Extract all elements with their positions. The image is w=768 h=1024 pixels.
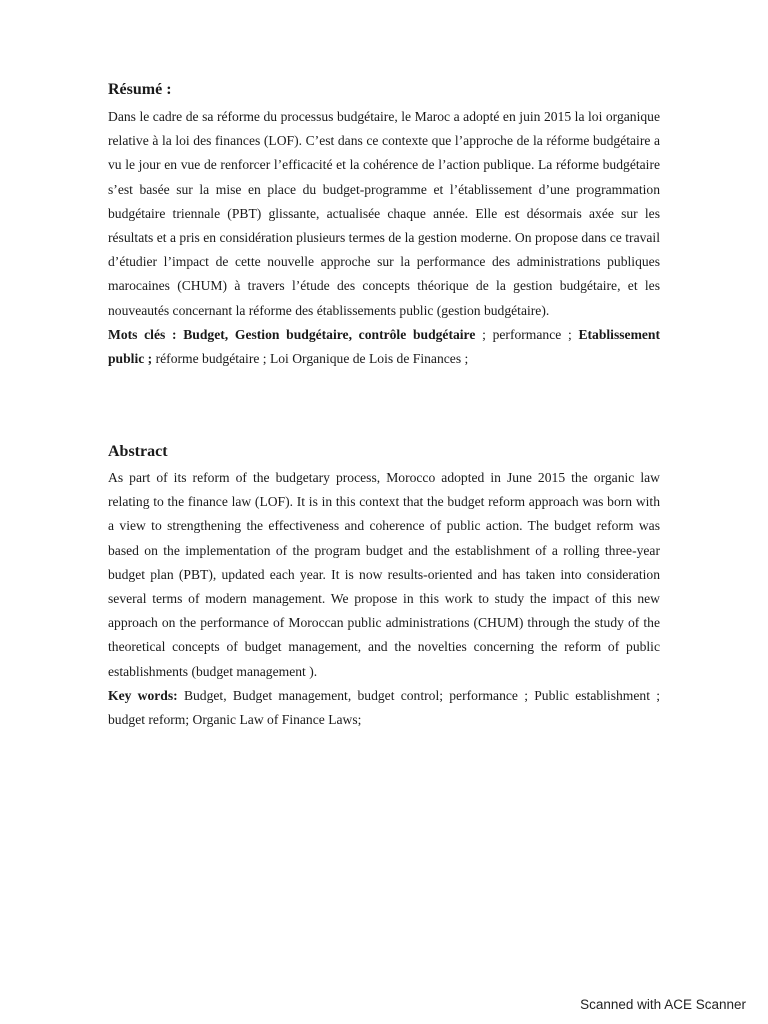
scanner-watermark: Scanned with ACE Scanner [580,997,746,1012]
resume-keywords-plain-1: ; performance ; [475,326,579,342]
resume-heading: Résumé : [108,81,172,98]
abstract-keywords [108,688,660,727]
resume-body-text: Dans le cadre de sa réforme du processus budgétaire, le Maroc a adopté en juin 2015 la loi organique relative à la loi des finances (LOF). C’est dans ce contexte que l’approche de la réforme budgétaire a vu le jour en vue de renforcer l’efficacité et la cohérence de l’action publique. La réforme budgétaire s’est basée sur la mise en place du budget-programme et l’établissement d’une programmation budgétaire triennale (PBT) glissante, actualisée chaque année. Elle est désormais axée sur les résultats et a pris en considération plusieurs termes de la gestion moderne. On propose dans ce travail d’étudier l’impact de cette nouvelle approche sur la performance des administrations publiques marocaines (CHUM) à travers l’étude des concepts théorique de la gestion budgétaire, et les nouveautés concernant la réforme des établissements public (gestion budgétaire). [108,109,660,318]
resume-keywords-plain-2: réforme budgétaire ; Loi Organique de Lois de Finances ; [152,351,469,367]
resume-keywords-bold-1: Mots clés : Budget, Gestion budgétaire, contrôle budgétaire [108,326,476,342]
resume-keywords-bold-2: Etablissement public ; [108,326,661,367]
resume-section [108,105,660,371]
abstract-keywords-text: Budget, Budget management, budget control; performance ; Public establishment ; budget reform; Organic Law of Finance Laws; [108,687,660,728]
abstract-keywords-label: Key words: [108,687,178,703]
abstract-section [108,466,660,732]
abstract-heading: Abstract [108,443,168,460]
resume-keywords [108,327,660,366]
abstract-body-text: As part of its reform of the budgetary process, Morocco adopted in June 2015 the organic law relating to the finance law (LOF). It is in this context that the budget reform approach was born with a view to strengthening the effectiveness and coherence of public action. The budget reform was based on the implementation of the program budget and the establishment of a rolling three-year budget plan (PBT), updated each year. It is now results-oriented and has taken into consideration several terms of modern management. We propose in this work to study the impact of this new approach on the performance of Moroccan public administrations (CHUM) through the study of the theoretical concepts of budget management, and the novelties concerning the reform of public establishments (budget management ). [108,470,660,679]
